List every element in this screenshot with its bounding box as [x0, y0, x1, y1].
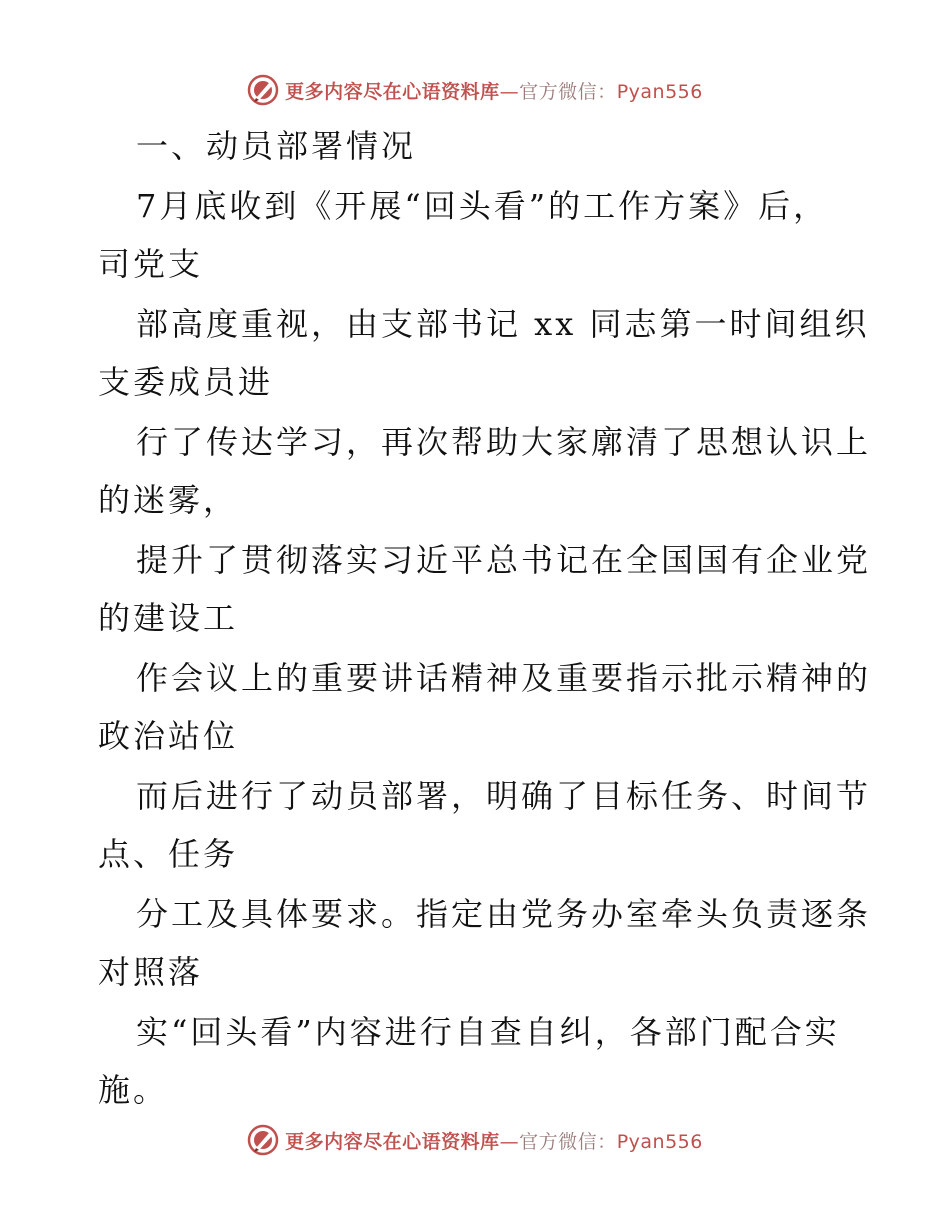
- banner-label: 官方微信：: [519, 1130, 617, 1153]
- banner-separator: —: [499, 80, 520, 103]
- banner-label: 官方微信：: [519, 80, 617, 103]
- paragraph-line: 施。: [98, 1071, 169, 1109]
- section-heading: 一、动员部署情况: [136, 127, 417, 165]
- paragraph-line: 的建设工: [98, 599, 239, 637]
- paragraph-line: 实“回头看”内容进行自查自纠，各部门配合实: [136, 1013, 840, 1051]
- banner-handle: Pyan556: [616, 1130, 703, 1153]
- banner-handle: Pyan556: [616, 80, 703, 103]
- paragraph-line: 行了传达学习，再次帮助大家廓清了思想认识上: [136, 423, 872, 461]
- pen-logo-icon: [247, 74, 279, 106]
- header-banner: [0, 70, 950, 110]
- paragraph-line: 作会议上的重要讲话精神及重要指示批示精神的: [136, 659, 872, 697]
- paragraph-line: 对照落: [98, 953, 204, 991]
- paragraph-line: 7月底收到《开展“回头看”的工作方案》后，: [136, 187, 829, 225]
- paragraph-line: 而后进行了动员部署，明确了目标任务、时间节: [136, 777, 872, 815]
- paragraph-line: 政治站位: [98, 717, 239, 755]
- banner-main-text: 更多内容尽在心语资料库: [285, 80, 500, 103]
- pen-logo-icon: [247, 1124, 279, 1156]
- banner-main-text: 更多内容尽在心语资料库: [285, 1130, 500, 1153]
- paragraph-line: 点、任务: [98, 835, 239, 873]
- paragraph-line: 提升了贯彻落实习近平总书记在全国国有企业党: [136, 541, 872, 579]
- banner-separator: —: [499, 1130, 520, 1153]
- footer-banner: [0, 1120, 950, 1160]
- paragraph-line: 的迷雾，: [98, 481, 239, 519]
- paragraph-line: 支委成员进: [98, 363, 274, 401]
- paragraph-line: 部高度重视，由支部书记 xx 同志第一时间组织: [136, 305, 870, 343]
- paragraph-line: 司党支: [98, 245, 204, 283]
- paragraph-line: 分工及具体要求。指定由党务办室牵头负责逐条: [136, 895, 872, 933]
